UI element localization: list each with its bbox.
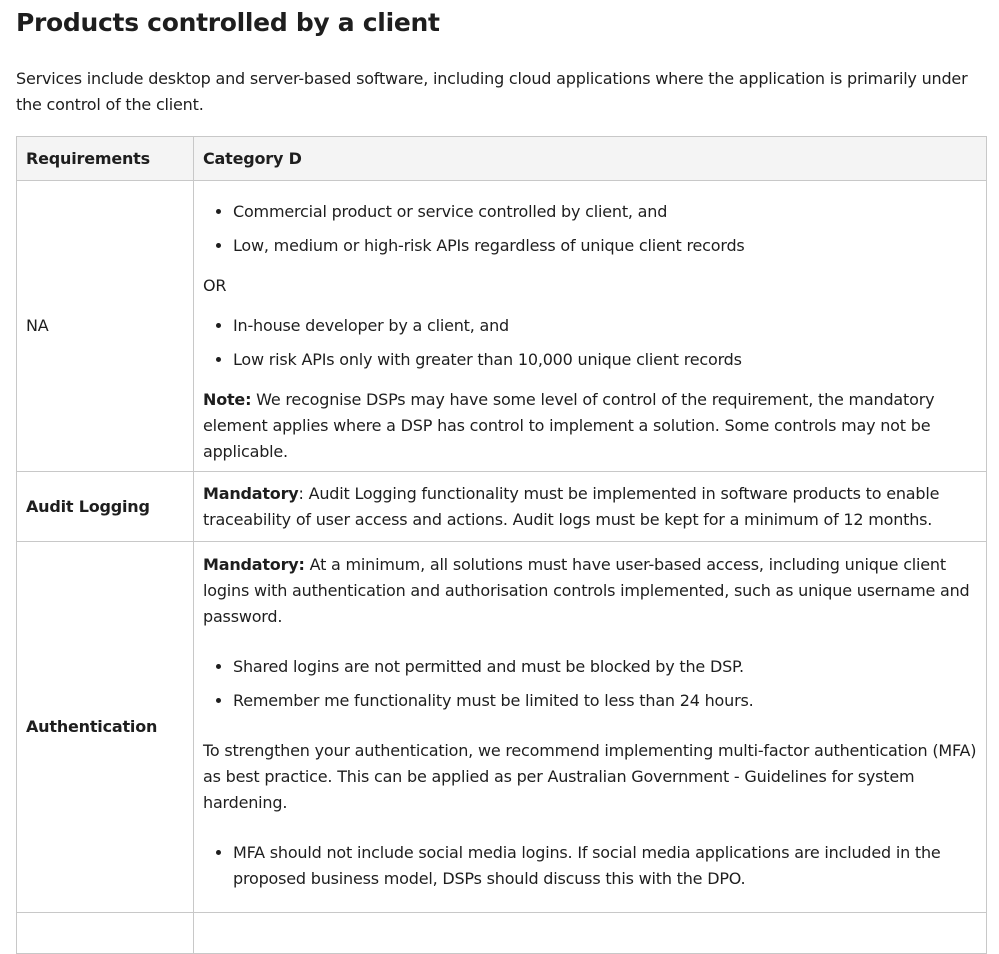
note-paragraph <box>203 387 977 465</box>
category-cell <box>194 472 987 542</box>
mfa-paragraph: To strengthen your authentication, we recommend implementing multi-factor authentication (MFA) as best practice. This can be applied as per Australian Government - Guidelines for system hardening. <box>203 741 977 812</box>
note-label: Note: <box>203 390 252 409</box>
requirements-table <box>16 136 987 954</box>
requirement-cell <box>17 913 194 954</box>
requirement-cell: Audit Logging <box>17 472 194 542</box>
intro-paragraph: Services include desktop and server-based software, including cloud applications where the application is primarily under the control of the client. <box>16 69 968 114</box>
category-cell <box>194 542 987 913</box>
list-item: • Low, medium or high-risk APIs regardless of unique client records <box>233 233 977 259</box>
header-category-d: Category D <box>194 137 987 181</box>
table-row-authentication <box>17 542 987 913</box>
mandatory-label: Mandatory <box>203 483 299 503</box>
bullet-list <box>203 654 977 714</box>
bullet-list <box>203 199 977 259</box>
bullet-list <box>203 840 977 892</box>
auth-paragraph <box>203 552 977 630</box>
list-item: • Shared logins are not permitted and must be blocked by the DSP. <box>233 654 977 680</box>
note-text: We recognise DSPs may have some level of control of the requirement, the mandatory element applies where a DSP has control to implement a solution. Some controls may not be applicable. <box>203 390 935 461</box>
audit-paragraph <box>203 481 977 533</box>
table-header-row <box>17 137 987 181</box>
header-requirements: Requirements <box>17 137 194 181</box>
page-title: Products controlled by a client <box>16 8 440 37</box>
category-cell <box>194 913 987 954</box>
or-text: OR <box>203 276 227 295</box>
bullet-list <box>203 313 977 373</box>
table-row-next <box>17 913 987 954</box>
list-item: • Remember me functionality must be limited to less than 24 hours. <box>233 688 977 714</box>
list-item: • In-house developer by a client, and <box>233 313 977 339</box>
requirement-cell: Authentication <box>17 542 194 913</box>
audit-text: : Audit Logging functionality must be implemented in software products to enable traceability of user access and actions. Audit logs must be kept for a minimum of 12 months. <box>203 483 940 529</box>
requirement-cell: NA <box>17 181 194 472</box>
list-item: • Commercial product or service controlled by client, and <box>233 199 977 225</box>
list-item: • MFA should not include social media logins. If social media applications are included in the proposed business model, DSPs should discuss this with the DPO. <box>233 840 977 892</box>
mandatory-label: Mandatory: <box>203 555 305 574</box>
table-row-audit-logging <box>17 472 987 542</box>
auth-text: At a minimum, all solutions must have user-based access, including unique client logins with authentication and authorisation controls implemented, such as unique username and password. <box>203 555 970 626</box>
table-row-na <box>17 181 987 472</box>
list-item: • Low risk APIs only with greater than 10,000 unique client records <box>233 347 977 373</box>
category-cell <box>194 181 987 472</box>
